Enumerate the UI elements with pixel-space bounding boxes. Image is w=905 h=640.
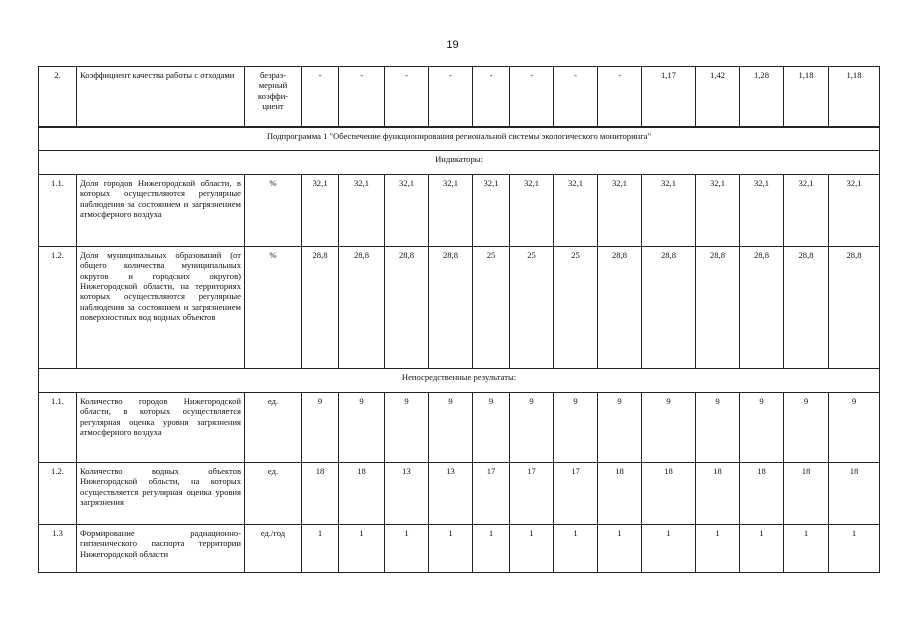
value-cell: 18	[302, 463, 339, 525]
unit-of-measure: ед.	[245, 463, 302, 525]
value-cell: 18	[598, 463, 642, 525]
value-cell: 32,1	[829, 175, 880, 247]
value-cell: 32,1	[302, 175, 339, 247]
value-cell: 13	[385, 463, 429, 525]
value-cell: 18	[339, 463, 385, 525]
indicator-name: Доля городов Нижегородской области, в которых осуществляются регулярные наблюдения за состоянием и загрязнением атмосферного воздуха	[77, 175, 245, 247]
value-cell: 32,1	[696, 175, 740, 247]
value-cell: -	[385, 67, 429, 127]
row-number: 1.1.	[39, 175, 77, 247]
value-cell: 9	[510, 393, 554, 463]
value-cell: 17	[473, 463, 510, 525]
value-cell: 9	[302, 393, 339, 463]
indicator-name: Доля муниципальных образований (от общего количества муниципальных округов и городских округов) Нижегородской области, на территориях которых осуществляются регулярные наблюдения за состоянием и загрязнением поверхностных вод водных объектов	[77, 247, 245, 369]
table-row	[39, 67, 880, 127]
value-cell: 32,1	[554, 175, 598, 247]
value-cell: 9	[696, 393, 740, 463]
value-cell: 28,8	[784, 247, 829, 369]
indicator-name: Количество водных объектов Нижегородской обльсти, на которых осуществляется регулярная оценка уровня загрязнения	[77, 463, 245, 525]
value-cell: -	[598, 67, 642, 127]
value-cell: 25	[554, 247, 598, 369]
value-cell: 9	[385, 393, 429, 463]
value-cell: 1,28	[740, 67, 784, 127]
value-cell: 1	[302, 525, 339, 573]
unit-of-measure: ед./год	[245, 525, 302, 573]
value-cell: -	[473, 67, 510, 127]
row-number: 1.3	[39, 525, 77, 573]
value-cell: 1	[784, 525, 829, 573]
indicators-table	[38, 66, 880, 573]
value-cell: 28,8	[302, 247, 339, 369]
section-header: Непосредственные результаты:	[39, 369, 880, 393]
value-cell: 9	[829, 393, 880, 463]
table-row	[39, 247, 880, 369]
value-cell: 32,1	[473, 175, 510, 247]
page-number: 19	[446, 39, 459, 51]
value-cell: 32,1	[740, 175, 784, 247]
value-cell: 1,18	[829, 67, 880, 127]
table-row	[39, 525, 880, 573]
value-cell: 28,8	[740, 247, 784, 369]
value-cell: 18	[642, 463, 696, 525]
value-cell: 9	[784, 393, 829, 463]
value-cell: 1,42	[696, 67, 740, 127]
table-row	[39, 463, 880, 525]
value-cell: 32,1	[385, 175, 429, 247]
value-cell: 9	[339, 393, 385, 463]
value-cell: 1,17	[642, 67, 696, 127]
table-row	[39, 393, 880, 463]
value-cell: 28,8	[385, 247, 429, 369]
row-number: 1.1.	[39, 393, 77, 463]
value-cell: 1	[740, 525, 784, 573]
value-cell: 1	[696, 525, 740, 573]
value-cell: 32,1	[339, 175, 385, 247]
value-cell: 9	[473, 393, 510, 463]
value-cell: -	[339, 67, 385, 127]
value-cell: 25	[510, 247, 554, 369]
value-cell: 32,1	[429, 175, 473, 247]
value-cell: 28,8	[598, 247, 642, 369]
value-cell: 9	[598, 393, 642, 463]
value-cell: 17	[554, 463, 598, 525]
unit-of-measure: %	[245, 247, 302, 369]
section-header: Подпрограмма 1 "Обеспечение функционирования региональной системы экологического мониторинга"	[39, 127, 880, 151]
value-cell: 18	[696, 463, 740, 525]
value-cell: 9	[740, 393, 784, 463]
value-cell: 1,18	[784, 67, 829, 127]
unit-of-measure: безраз-мерный коэффи-циент	[245, 67, 302, 127]
indicator-name: Количество городов Нижегородской области, в которых осуществляется регулярная оценка уровня загрязнения атмосферного воздуха	[77, 393, 245, 463]
table-row	[39, 175, 880, 247]
value-cell: 18	[829, 463, 880, 525]
value-cell: 32,1	[510, 175, 554, 247]
indicator-name: Коэффициент качества работы с отходами	[77, 67, 245, 127]
value-cell: 1	[642, 525, 696, 573]
section-header-row	[39, 127, 880, 151]
indicator-name: Формирование радиационно-гигиенического паспорта территории Нижегородской области	[77, 525, 245, 573]
value-cell: 13	[429, 463, 473, 525]
unit-of-measure: %	[245, 175, 302, 247]
value-cell: -	[302, 67, 339, 127]
value-cell: 28,8	[429, 247, 473, 369]
value-cell: -	[510, 67, 554, 127]
row-number: 1.2.	[39, 463, 77, 525]
value-cell: 1	[473, 525, 510, 573]
section-header: Индикаторы:	[39, 151, 880, 175]
value-cell: 1	[385, 525, 429, 573]
row-number: 1.2.	[39, 247, 77, 369]
unit-of-measure: ед.	[245, 393, 302, 463]
value-cell: 32,1	[598, 175, 642, 247]
value-cell: 25	[473, 247, 510, 369]
value-cell: 1	[429, 525, 473, 573]
value-cell: 28,8	[696, 247, 740, 369]
value-cell: 28,8	[339, 247, 385, 369]
value-cell: 28,8	[829, 247, 880, 369]
value-cell: 9	[554, 393, 598, 463]
row-number: 2.	[39, 67, 77, 127]
value-cell: 18	[740, 463, 784, 525]
value-cell: 17	[510, 463, 554, 525]
value-cell: 1	[598, 525, 642, 573]
value-cell: 1	[339, 525, 385, 573]
value-cell: 1	[510, 525, 554, 573]
value-cell: -	[429, 67, 473, 127]
value-cell: 32,1	[784, 175, 829, 247]
section-header-row	[39, 369, 880, 393]
value-cell: 9	[642, 393, 696, 463]
value-cell: 32,1	[642, 175, 696, 247]
value-cell: 28,8	[642, 247, 696, 369]
section-header-row	[39, 151, 880, 175]
value-cell: 18	[784, 463, 829, 525]
value-cell: -	[554, 67, 598, 127]
value-cell: 9	[429, 393, 473, 463]
value-cell: 1	[829, 525, 880, 573]
table-body	[39, 67, 880, 573]
value-cell: 1	[554, 525, 598, 573]
